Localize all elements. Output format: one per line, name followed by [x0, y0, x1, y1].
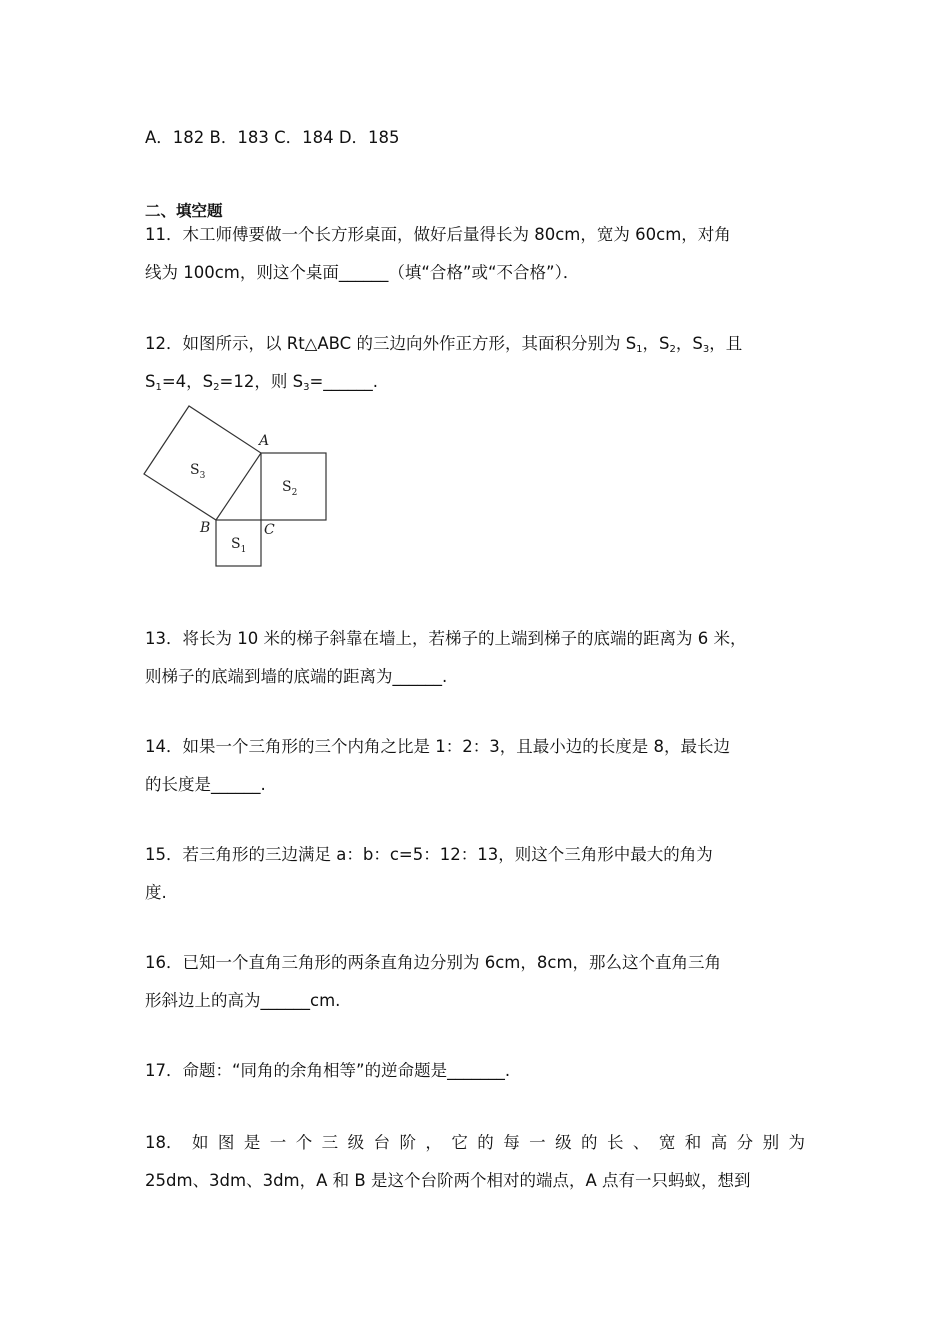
q12-sep: ，S: [675, 334, 703, 353]
q18-char: 级: [555, 1133, 572, 1152]
label-s2: $S_2$: [282, 479, 298, 498]
q18-char: 分: [736, 1133, 754, 1152]
q18-char: 和: [684, 1133, 702, 1152]
q11-line2: 线为 100cm，则这个桌面______（填“合格”或“不合格”）．: [145, 263, 580, 282]
q18-char: 如: [191, 1133, 209, 1152]
figure-svg: [140, 402, 335, 574]
q18-char: 台: [373, 1133, 390, 1152]
q12-text: S: [145, 372, 156, 391]
q18-char: 别: [762, 1133, 780, 1152]
q18-char: 级: [347, 1133, 365, 1152]
pythagoras-squares-figure: [140, 402, 335, 574]
q12-line2: [145, 371, 378, 393]
q15-line2: 度.: [145, 883, 167, 902]
q12-text: =______.: [309, 372, 379, 391]
label-c: C: [264, 522, 275, 538]
subscript: 3: [303, 382, 310, 393]
section-title: 二、填空题: [145, 202, 223, 220]
q18-char: 18．: [145, 1133, 183, 1152]
q11-line1: 11．木工师傅要做一个长方形桌面，做好后量得长为 80cm，宽为 60cm，对角: [145, 225, 731, 244]
subscript: 2: [669, 344, 676, 355]
label-b: B: [200, 520, 211, 536]
q18-char: 个: [295, 1133, 313, 1152]
q18-char: 宽: [658, 1133, 676, 1152]
label-a: A: [259, 433, 270, 449]
q14-line2: 的长度是______.: [145, 775, 266, 794]
q18-char: 三: [321, 1133, 339, 1152]
q18-char: 是: [243, 1133, 261, 1152]
q18-char: 为: [788, 1133, 805, 1152]
q16-line1: 16．已知一个直角三角形的两条直角边分别为 6cm，8cm，那么这个直角三角: [145, 953, 722, 972]
q18-char: 一: [529, 1133, 546, 1152]
q18-char: 阶: [399, 1133, 416, 1152]
q12-sep: ，S: [642, 334, 670, 353]
q12-line1-end: ，且: [709, 334, 743, 353]
q12-text: =12，则 S: [219, 372, 304, 391]
q14-line1: 14．如果一个三角形的三个内角之比是 1：2：3，且最小边的长度是 8，最长边: [145, 737, 730, 756]
q18-char: 、: [632, 1133, 650, 1152]
q16-line2: 形斜边上的高为______cm.: [145, 991, 341, 1010]
q18-line1: [145, 1132, 805, 1154]
q12-text: =4，S: [161, 372, 214, 391]
subscript: 3: [702, 344, 710, 355]
q18-char: 图: [217, 1133, 235, 1152]
q13-line2: 则梯子的底端到墙的底端的距离为______.: [145, 667, 448, 686]
q15-line1: 15．若三角形的三边满足 a：b：c=5：12：13，则这个三角形中最大的角为: [145, 845, 713, 864]
q18-char: 的: [477, 1133, 494, 1152]
label-s3: $S_3$: [190, 462, 206, 481]
q17-line1: 17．命题：“同角的余角相等”的逆命题是_______.: [145, 1061, 511, 1080]
square-s3: [144, 406, 261, 520]
q18-char: 每: [503, 1133, 520, 1152]
q10-options: A．182 B．183 C．184 D．185: [145, 128, 400, 147]
q18-char: 高: [710, 1133, 728, 1152]
q18-char: ，: [425, 1133, 442, 1152]
label-s1: $S_1$: [231, 536, 247, 555]
q18-line2: 25dm、3dm、3dm，A 和 B 是这个台阶两个相对的端点，A 点有一只蚂蚁，想到: [145, 1171, 751, 1190]
q12-line1-text: 12．如图所示，以 Rt△ABC 的三边向外作正方形，其面积分别为 S: [145, 334, 637, 353]
q18-char: 的: [581, 1133, 598, 1152]
subscript: 2: [213, 382, 220, 393]
square-s2: [261, 453, 326, 520]
subscript: 1: [155, 382, 162, 393]
q18-char: 一: [269, 1133, 287, 1152]
q18-char: 长: [606, 1133, 624, 1152]
q12-line1: [145, 333, 742, 355]
q13-line1: 13．将长为 10 米的梯子斜靠在墙上，若梯子的上端到梯子的底端的距离为 6 米，: [145, 629, 747, 648]
subscript: 1: [636, 344, 643, 355]
q18-char: 它: [451, 1133, 468, 1152]
